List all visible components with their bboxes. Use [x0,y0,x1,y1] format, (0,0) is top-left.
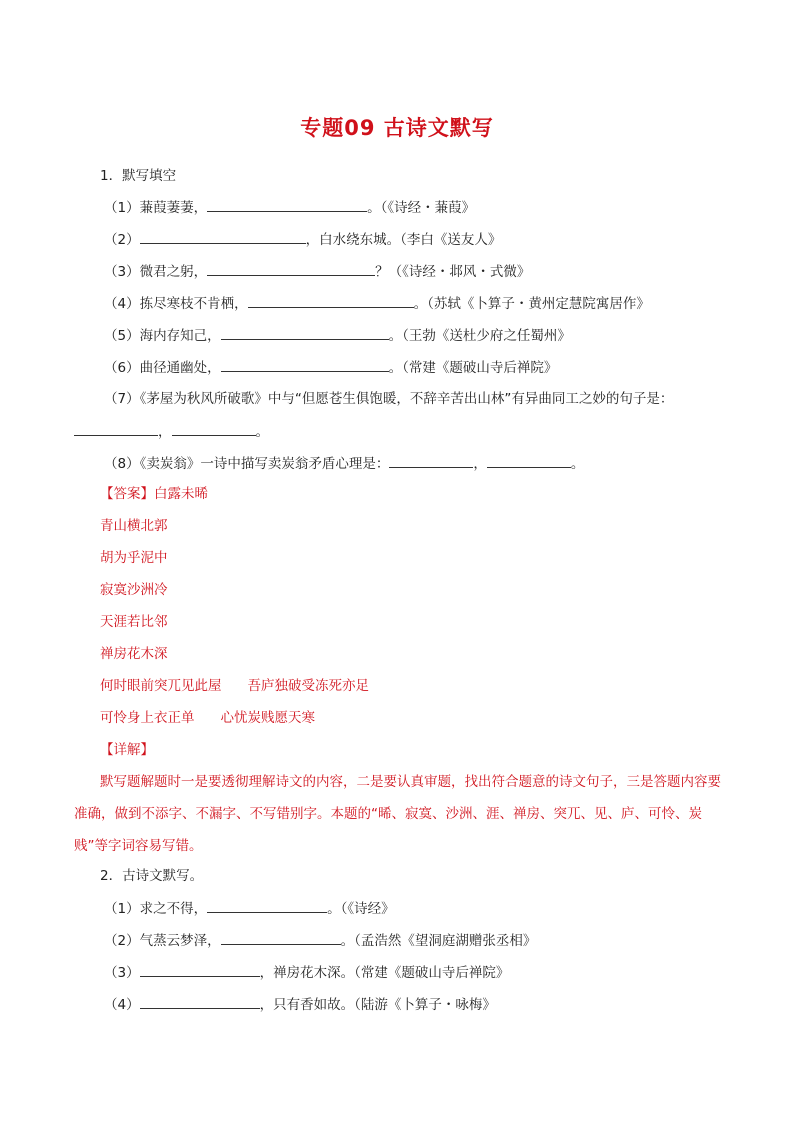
q1-item-1-pre: （1）蒹葭萋萋， [104,200,208,216]
end-mark: 。 [570,456,585,472]
q2-item-1 [104,898,395,919]
blank-line [221,357,389,372]
q1-item-6-post: 。（常建《题破山寺后禅院》 [388,360,558,376]
blank-line [389,453,473,468]
separator: ， [158,424,172,440]
answer-line-2: 青山横北郭 [100,518,168,534]
q1-item-4-pre: （4）拣尽寒枝不肯栖， [104,296,248,312]
blank-line [221,930,341,945]
q1-item-6-pre: （6）曲径通幽处， [104,360,221,376]
q1-item-2-post: ，白水绕东城。（李白《送友人》 [305,232,502,248]
answer-line-7 [100,676,369,696]
answer-line-8 [100,708,315,728]
answer-line-6: 禅房花木深 [100,646,168,662]
blank-line [207,197,367,212]
question-1-heading: 1．默写填空 [100,168,177,184]
q2-item-3-pre: （3） [104,965,140,981]
q2-item-4-post: ，只有香如故。（陆游《卜算子・咏梅》 [259,997,496,1013]
q1-item-3-post: ？（《诗经・邶风・式微》 [375,264,531,280]
q1-item-4-post: 。（苏轼《卜算子・黄州定慧院寓居作》 [413,296,650,312]
q2-item-4-pre: （4） [104,997,140,1013]
blank-line [207,261,375,276]
end-mark: 。 [255,424,269,440]
q2-item-1-pre: （1）求之不得， [104,901,208,917]
blank-line [248,293,414,308]
q1-item-3 [104,261,530,282]
question-2-heading: 2．古诗文默写。 [100,868,204,884]
q2-item-2 [104,930,536,951]
q1-item-2-pre: （2） [104,232,140,248]
blank-line [172,421,256,436]
q1-item-6 [104,357,557,378]
answer-7b: 吾庐独破受冻死亦足 [247,678,369,694]
blank-line [140,229,306,244]
q1-item-5-post: 。（王勃《送杜少府之任蜀州》 [388,328,571,344]
q1-item-4 [104,293,650,314]
separator: ， [473,456,487,472]
q2-item-2-pre: （2）气蒸云梦泽， [104,933,221,949]
blank-line [221,325,389,340]
answer-label: 【答案】 [100,486,154,502]
answer-8b: 心忧炭贱愿天寒 [220,710,315,726]
answer-8a: 可怜身上衣正单 [100,710,195,726]
blank-line [487,453,571,468]
detail-label: 【详解】 [100,742,154,758]
blank-line [74,421,158,436]
blank-line [207,898,327,913]
q2-item-2-post: 。（孟浩然《望洞庭湖赠张丞相》 [340,933,537,949]
answer-line-3: 胡为乎泥中 [100,550,168,566]
answer-line-4: 寂寞沙洲冷 [100,582,168,598]
q1-item-2 [104,229,501,250]
q2-item-3 [104,962,509,983]
q1-item-3-pre: （3）微君之躬， [104,264,208,280]
answer-line-5: 天涯若比邻 [100,614,168,630]
blank-line [140,994,260,1009]
q2-item-1-post: 。（《诗经》 [327,901,395,917]
q1-item-7: （7）《茅屋为秋风所破歌》中与“但愿苍生俱饱暖，不辞辛苦出山林”有异曲同工之妙的句子是： [104,391,674,407]
q2-item-3-post: ，禅房花木深。（常建《题破山寺后禅院》 [259,965,510,981]
q1-item-8-pre: （8）《卖炭翁》一诗中描写卖炭翁矛盾心理是： [104,456,390,472]
q1-item-7-answers [74,421,269,442]
q1-item-5 [104,325,571,346]
answer-line-1: 白露未晞 [154,486,208,502]
detail-paragraph: 默写题解题时一是要透彻理解诗文的内容，二是要认真审题，找出符合题意的诗文句子，三是答题内容要准确，做到不添字、不漏字、不写错别字。本题的“晞、寂寞、沙洲、涯、禅房、突兀、见、庐、可怜、炭贱”等字词容易写错。 [74,774,721,854]
blank-line [140,962,260,977]
page-title: 专题09 古诗文默写 [300,116,494,140]
q1-item-5-pre: （5）海内存知己， [104,328,221,344]
answer-7a: 何时眼前突兀见此屋 [100,678,222,694]
answer-block [100,484,208,504]
q2-item-4 [104,994,496,1015]
q1-item-1-post: 。（《诗经・蒹葭》 [367,200,476,216]
q1-item-8 [104,453,584,474]
q1-item-1 [104,197,475,218]
